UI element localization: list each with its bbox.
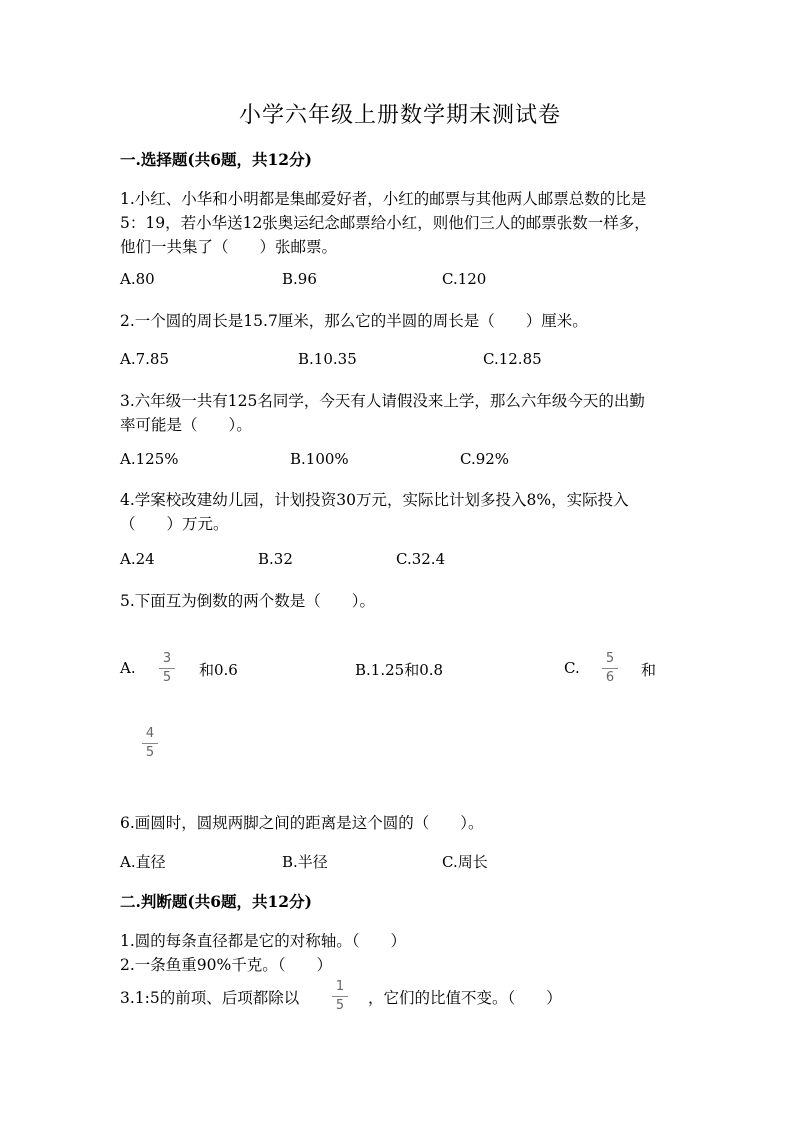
fraction-denominator: 5 xyxy=(145,745,155,760)
question-3-line-2: 率可能是（ ）。 xyxy=(120,416,252,434)
fraction-bar xyxy=(142,743,158,744)
fraction-denominator: 5 xyxy=(162,670,172,685)
fraction-bar xyxy=(332,996,348,997)
question-1-line-3: 他们一共集了（ ）张邮票。 xyxy=(120,238,338,256)
option-c-label: C. xyxy=(564,659,580,677)
question-6-text: 6.画圆时，圆规两脚之间的距离是这个圆的（ ）。 xyxy=(120,814,484,832)
fraction-denominator: 6 xyxy=(605,670,615,685)
option-a-text: 和0.6 xyxy=(199,661,238,679)
fraction-numerator: 1 xyxy=(335,979,345,994)
question-5-text: 5.下面互为倒数的两个数是（ ）。 xyxy=(120,592,376,610)
option-a: A.80 xyxy=(120,270,155,288)
question-4-line-2: （ ）万元。 xyxy=(120,515,229,533)
true-false-question-2: 2.一条鱼重90%千克。（ ） xyxy=(120,956,332,974)
fraction-denominator: 5 xyxy=(335,998,345,1013)
option-a: A.7.85 xyxy=(120,350,169,368)
section-heading-true-false: 二.判断题(共6题，共12分) xyxy=(120,892,312,911)
question-3-line-1: 3.六年级一共有125名同学，今天有人请假没来上学，那么六年级今天的出勤 xyxy=(120,392,645,410)
question-1-line-1: 1.小红、小华和小明都是集邮爱好者，小红的邮票与其他两人邮票总数的比是 xyxy=(120,190,647,208)
fraction-bar xyxy=(159,668,175,669)
option-b: B.1.25和0.8 xyxy=(355,661,444,679)
option-a: A.24 xyxy=(120,550,155,568)
option-c-text: 和 xyxy=(641,661,657,679)
page-title: 小学六年级上册数学期末测试卷 xyxy=(238,103,561,128)
fraction-bar xyxy=(602,668,618,669)
option-a-label: A. xyxy=(120,659,136,677)
option-c: C.32.4 xyxy=(396,550,446,568)
fraction-numerator: 5 xyxy=(605,651,615,666)
option-c: C.12.85 xyxy=(483,350,542,368)
option-b: B.100% xyxy=(290,450,349,468)
fraction-4-5 xyxy=(140,727,160,760)
fraction-1-5 xyxy=(330,980,350,1013)
option-b: B.半径 xyxy=(282,853,328,871)
question-4-line-1: 4.学案校改建幼儿园，计划投资30万元，实际比计划多投入8%，实际投入 xyxy=(120,491,629,509)
fraction-numerator: 4 xyxy=(145,726,155,741)
fraction-3-5 xyxy=(157,652,177,685)
fraction-numerator: 3 xyxy=(162,651,172,666)
true-false-question-1: 1.圆的每条直径都是它的对称轴。（ ） xyxy=(120,932,407,950)
option-b: B.10.35 xyxy=(298,350,357,368)
section-heading-choice: 一.选择题(共6题，共12分) xyxy=(120,150,312,169)
question-1-line-2: 5：19，若小华送12张奥运纪念邮票给小红，则他们三人的邮票张数一样多， xyxy=(120,214,650,232)
option-a: A.125% xyxy=(120,450,179,468)
option-a: A.直径 xyxy=(120,853,166,871)
option-c: C.120 xyxy=(442,270,487,288)
option-b: B.96 xyxy=(282,270,317,288)
option-b: B.32 xyxy=(258,550,293,568)
option-c: C.周长 xyxy=(442,853,488,871)
true-false-question-3-text: 3.1:5的前项、后项都除以 xyxy=(120,989,300,1007)
true-false-question-3-text-end: ，它们的比值不变。（ ） xyxy=(368,989,562,1007)
option-c: C.92% xyxy=(460,450,510,468)
question-2-text: 2.一个圆的周长是15.7厘米，那么它的半圆的周长是（ ）厘米。 xyxy=(120,312,588,330)
fraction-5-6 xyxy=(600,652,620,685)
